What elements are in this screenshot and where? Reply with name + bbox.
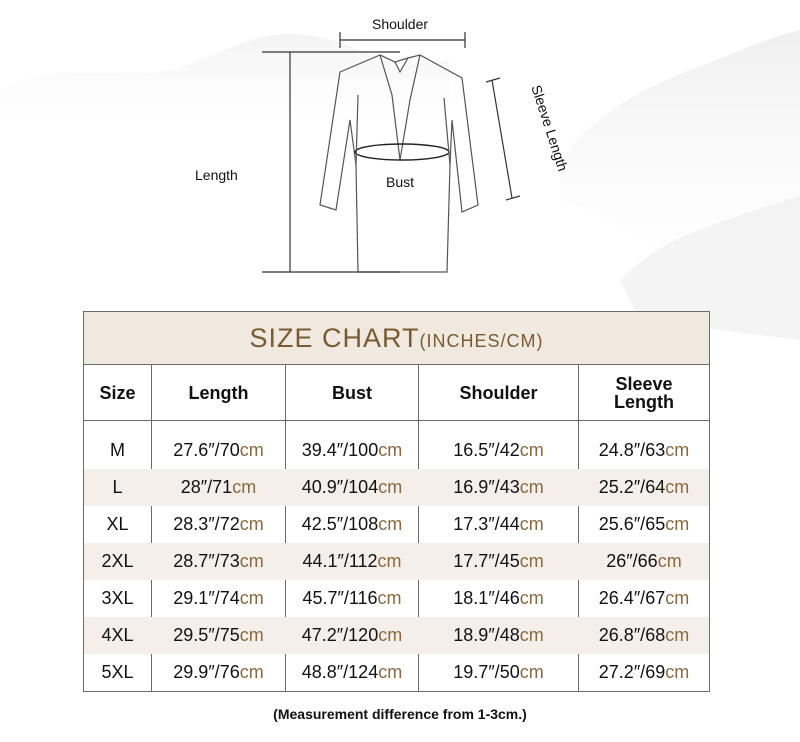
cell-value: 5XL bbox=[101, 662, 134, 682]
cell-value: 29.9″/76 bbox=[173, 662, 240, 682]
cell-value: 40.9″/104 bbox=[301, 477, 379, 497]
shoulder-label: Shoulder bbox=[372, 16, 429, 32]
cell-value: 16.5″/42 bbox=[453, 440, 520, 460]
table-row bbox=[84, 469, 709, 506]
cell-length bbox=[152, 432, 285, 469]
cell-value: 28″/71 bbox=[180, 477, 233, 497]
table-row bbox=[84, 654, 709, 691]
cell-sleeve bbox=[579, 654, 709, 691]
cell-shoulder bbox=[419, 580, 578, 617]
cell-size bbox=[84, 432, 151, 469]
size-chart-table bbox=[83, 311, 710, 692]
cell-value: 27.2″/69 bbox=[598, 662, 666, 682]
cell-value: 39.4″/100 bbox=[301, 440, 379, 460]
unit-cm: cm bbox=[519, 588, 544, 608]
unit-cm: cm bbox=[519, 440, 544, 460]
cell-value: 48.8″/124 bbox=[301, 662, 379, 682]
cell-value: 27.6″/70 bbox=[173, 440, 240, 460]
header-sleeve-length: Sleeve Length bbox=[579, 365, 709, 421]
cell-bust bbox=[286, 580, 418, 617]
cell-value: 25.6″/65 bbox=[598, 514, 666, 534]
cell-value: 4XL bbox=[101, 625, 134, 645]
cell-value: 3XL bbox=[101, 588, 134, 608]
cell-bust bbox=[286, 469, 418, 506]
cell-value: 44.1″/112 bbox=[302, 551, 378, 571]
cell-value: 25.2″/64 bbox=[598, 477, 666, 497]
cell-sleeve bbox=[579, 543, 709, 580]
size-chart-unit: (INCHES/CM) bbox=[419, 330, 544, 351]
header-bust: Bust bbox=[286, 365, 418, 421]
table-row bbox=[84, 580, 709, 617]
cell-length bbox=[152, 506, 285, 543]
cell-length bbox=[152, 543, 285, 580]
cell-bust bbox=[286, 506, 418, 543]
unit-cm: cm bbox=[377, 588, 402, 608]
cell-shoulder bbox=[419, 469, 578, 506]
unit-cm: cm bbox=[239, 551, 264, 571]
unit-cm: cm bbox=[239, 514, 264, 534]
cell-value: M bbox=[110, 440, 125, 460]
cell-shoulder bbox=[419, 432, 578, 469]
cell-value: 2XL bbox=[101, 551, 134, 571]
cell-sleeve bbox=[579, 469, 709, 506]
cell-bust bbox=[286, 654, 418, 691]
cell-length bbox=[152, 617, 285, 654]
cell-sleeve bbox=[579, 580, 709, 617]
cell-value: 19.7″/50 bbox=[453, 662, 520, 682]
unit-cm: cm bbox=[519, 625, 544, 645]
header-shoulder: Shoulder bbox=[419, 365, 578, 421]
cell-value: 18.1″/46 bbox=[453, 588, 520, 608]
unit-cm: cm bbox=[378, 477, 403, 497]
cell-value: 28.3″/72 bbox=[173, 514, 240, 534]
cell-value: 17.7″/45 bbox=[453, 551, 520, 571]
cell-length bbox=[152, 654, 285, 691]
cell-value: 26.4″/67 bbox=[598, 588, 666, 608]
cell-value: 29.1″/74 bbox=[173, 588, 240, 608]
cell-bust bbox=[286, 617, 418, 654]
unit-cm: cm bbox=[377, 551, 402, 571]
table-row bbox=[84, 432, 709, 469]
cell-size bbox=[84, 654, 151, 691]
cell-value: L bbox=[112, 477, 123, 497]
table-row bbox=[84, 543, 709, 580]
cell-shoulder bbox=[419, 543, 578, 580]
cell-size bbox=[84, 469, 151, 506]
cell-value: 26″/66 bbox=[606, 551, 658, 571]
unit-cm: cm bbox=[232, 477, 257, 497]
unit-cm: cm bbox=[519, 514, 544, 534]
unit-cm: cm bbox=[239, 625, 264, 645]
robe-diagram bbox=[0, 0, 800, 300]
cell-value: XL bbox=[106, 514, 129, 534]
measurement-footnote: (Measurement difference from 1-3cm.) bbox=[273, 706, 527, 722]
cell-length bbox=[152, 469, 285, 506]
cell-size bbox=[84, 506, 151, 543]
cell-bust bbox=[286, 432, 418, 469]
cell-shoulder bbox=[419, 506, 578, 543]
unit-cm: cm bbox=[665, 625, 690, 645]
unit-cm: cm bbox=[665, 662, 690, 682]
unit-cm: cm bbox=[378, 514, 403, 534]
unit-cm: cm bbox=[378, 440, 403, 460]
cell-shoulder bbox=[419, 617, 578, 654]
header-length: Length bbox=[152, 365, 285, 421]
cell-value: 17.3″/44 bbox=[453, 514, 520, 534]
cell-value: 42.5″/108 bbox=[301, 514, 379, 534]
cell-value: 28.7″/73 bbox=[173, 551, 240, 571]
unit-cm: cm bbox=[665, 477, 690, 497]
bust-label: Bust bbox=[386, 174, 415, 190]
cell-value: 16.9″/43 bbox=[453, 477, 520, 497]
size-chart-title bbox=[84, 312, 709, 365]
unit-cm: cm bbox=[378, 625, 403, 645]
unit-cm: cm bbox=[519, 662, 544, 682]
table-row bbox=[84, 617, 709, 654]
cell-sleeve bbox=[579, 432, 709, 469]
cell-value: 18.9″/48 bbox=[453, 625, 520, 645]
cell-sleeve bbox=[579, 617, 709, 654]
unit-cm: cm bbox=[239, 588, 264, 608]
cell-value: 24.8″/63 bbox=[598, 440, 666, 460]
cell-size bbox=[84, 580, 151, 617]
cell-bust bbox=[286, 543, 418, 580]
cell-size bbox=[84, 543, 151, 580]
unit-cm: cm bbox=[378, 662, 403, 682]
cell-value: 29.5″/75 bbox=[173, 625, 240, 645]
length-label: Length bbox=[195, 167, 238, 183]
unit-cm: cm bbox=[665, 440, 690, 460]
unit-cm: cm bbox=[519, 551, 544, 571]
unit-cm: cm bbox=[239, 662, 264, 682]
cell-value: 26.8″/68 bbox=[598, 625, 666, 645]
sleeve-length-label: Sleeve Length bbox=[528, 82, 572, 174]
cell-sleeve bbox=[579, 506, 709, 543]
header-size: Size bbox=[84, 365, 151, 421]
unit-cm: cm bbox=[519, 477, 544, 497]
size-chart-heading: SIZE CHART bbox=[249, 322, 420, 353]
unit-cm: cm bbox=[665, 514, 690, 534]
table-row bbox=[84, 506, 709, 543]
unit-cm: cm bbox=[657, 551, 682, 571]
cell-length bbox=[152, 580, 285, 617]
unit-cm: cm bbox=[239, 440, 264, 460]
cell-size bbox=[84, 617, 151, 654]
cell-shoulder bbox=[419, 654, 578, 691]
cell-value: 45.7″/116 bbox=[302, 588, 378, 608]
robe-outline bbox=[320, 55, 478, 272]
unit-cm: cm bbox=[665, 588, 690, 608]
cell-value: 47.2″/120 bbox=[301, 625, 379, 645]
